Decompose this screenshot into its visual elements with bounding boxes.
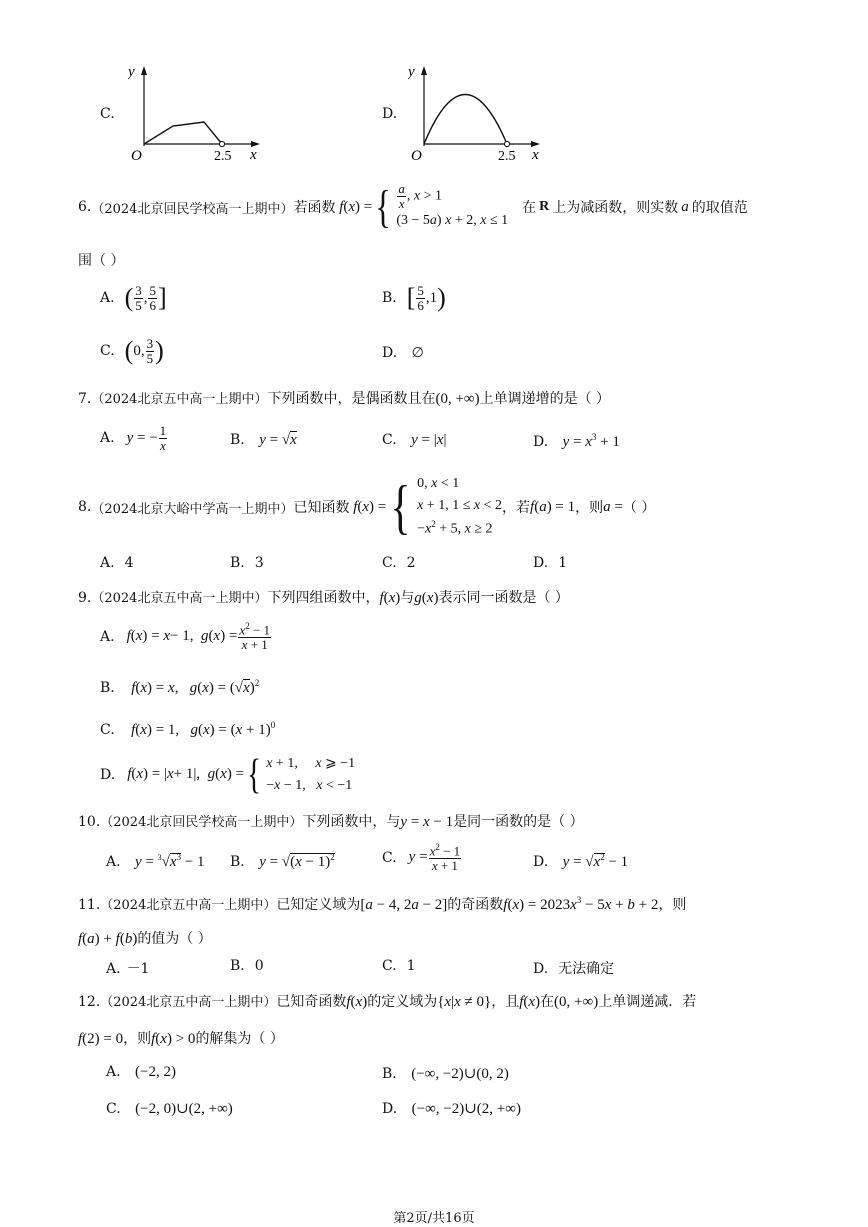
q6-option-b-label: B.: [382, 290, 397, 306]
q11-option-a-label: A.: [106, 961, 121, 977]
q8-option-b[interactable]: [230, 555, 264, 571]
q6-option-d-value: ∅: [411, 345, 424, 361]
q7-option-b[interactable]: B. y = √x: [230, 432, 297, 448]
q10-option-a[interactable]: A. $y = ^3√x^3 - 1$: [106, 852, 205, 870]
question-9-stem: [78, 587, 569, 607]
q6-text1: 若函数: [293, 200, 336, 216]
q11-text4: 的值为（ ）: [137, 931, 212, 947]
q7-text2: 上单调递增的是（ ）: [479, 391, 611, 407]
graph-d-tick: 2.5: [498, 149, 516, 162]
q10-option-a-label: A.: [106, 854, 121, 870]
q6-option-c[interactable]: C. ( 0, $\frac{3}{5}$ ): [100, 335, 164, 366]
q12-fx2: f(x): [519, 994, 541, 1010]
q12-line2: [78, 1028, 284, 1048]
q12-num: 12.: [78, 994, 101, 1010]
question-10-stem: [78, 811, 584, 831]
q6-text5: 围（ ）: [78, 253, 125, 269]
q7-interval: (0, +∞): [435, 391, 480, 407]
graph-c-x: x: [250, 147, 257, 162]
q8-text1: 已知函数: [293, 500, 350, 516]
q11-option-a[interactable]: [106, 958, 149, 978]
q11-text2: 的奇函数: [447, 897, 504, 913]
q8-option-d-value: 1: [558, 555, 568, 571]
q6-fx: f(x) =: [335, 198, 373, 215]
q8-option-c[interactable]: [382, 555, 416, 571]
q9-option-d-label: D.: [100, 766, 116, 783]
q7-option-d[interactable]: D. $y = x^3 + 1$: [533, 432, 620, 450]
q8-piecewise: { 0, x < 1 x + 1, 1 ≤ x < 2 $-x^2 + 5$, x ≥ 2: [390, 473, 503, 540]
q10-eq: y = x − 1: [400, 814, 454, 830]
q9-text3: 表示同一函数是（ ）: [438, 590, 569, 606]
q11-option-c-label: C.: [382, 958, 397, 974]
q11-option-b[interactable]: [230, 958, 264, 974]
q6-var: a: [681, 198, 689, 215]
q6-text3: 上为减函数，则实数: [552, 200, 679, 216]
q11-option-b-label: B.: [230, 958, 245, 974]
q10-option-c-label: C.: [382, 849, 397, 866]
q11-domain: [a − 4, 2a − 2]: [360, 897, 448, 913]
q8-option-d[interactable]: [533, 555, 567, 571]
q11-source: （2024北京五中高一上期中）: [100, 898, 277, 913]
q6-text2: 在: [522, 200, 537, 216]
question-12-stem: [78, 991, 696, 1011]
graph-d-label: D.: [382, 106, 398, 122]
page-footer: 第2页/共16页: [393, 1211, 475, 1226]
q12-option-b-label: B.: [382, 1066, 397, 1082]
q9-text2: 与: [400, 590, 415, 606]
q12-fx: f(x): [346, 994, 368, 1010]
q11-text1: 已知定义域为: [276, 897, 361, 913]
q6-option-c-label: C.: [100, 343, 115, 359]
q8-option-b-label: B.: [230, 555, 245, 571]
q11-option-d-label: D.: [533, 961, 549, 977]
q10-text1: 下列函数中，与: [302, 814, 401, 830]
q6-option-a-label: A.: [100, 290, 115, 306]
q8-option-a-value: 4: [124, 555, 134, 571]
q11-num: 11.: [78, 897, 101, 913]
q12-domain: {x|x ≠ 0}: [437, 994, 492, 1010]
q11-option-a-value: －1: [126, 961, 150, 977]
q10-option-b-label: B.: [230, 854, 245, 870]
q9-option-d[interactable]: D. f ( x ) = | x + 1|, g ( x ) = { x + 1, x ⩾ −1 −x − 1, x < −1: [100, 751, 356, 798]
q9-option-b[interactable]: B. f(x) = x, $g(x) = (√x)^2$: [100, 678, 260, 696]
graph-c: [128, 62, 268, 162]
graph-d-x: x: [532, 147, 539, 162]
q8-a: a =: [603, 498, 623, 515]
q12-text1: 已知奇函数: [276, 994, 347, 1010]
q12-text7: 的解集为（ ）: [195, 1031, 284, 1047]
q12-ineq: f(x) > 0: [151, 1031, 196, 1047]
q12-option-d[interactable]: D. (−∞, −2)∪(2, +∞): [382, 1101, 521, 1117]
graph-c-tick: 2.5: [214, 149, 232, 162]
q11-option-b-value: 0: [254, 958, 264, 974]
question-11-stem: [78, 894, 686, 914]
q7-option-a[interactable]: A. y = − $\frac{1}{x}$: [100, 423, 167, 453]
q9-source: （2024北京五中高一上期中）: [91, 591, 268, 606]
q9-num: 9.: [78, 590, 92, 606]
q11-option-d-value: 无法确定: [558, 961, 615, 977]
q7-option-c[interactable]: C. y = |x|: [382, 432, 447, 448]
q9-option-a[interactable]: A. f ( x ) = x − 1, g ( x ) = $\frac{x^2 - 1}{x + 1}$: [100, 621, 271, 652]
q9-option-c-label: C.: [100, 722, 115, 738]
q12-text6: ，则: [123, 1031, 152, 1047]
q8-fx: f(x) =: [349, 498, 387, 515]
q8-option-a-label: A.: [100, 555, 115, 571]
q11-text3: ，则: [658, 897, 687, 913]
q12-option-b[interactable]: B. (−∞, −2)∪(0, 2): [382, 1066, 509, 1082]
q12-f2: f(2) = 0: [78, 1031, 124, 1047]
graph-c-o: O: [131, 148, 142, 162]
q11-option-d[interactable]: [533, 958, 614, 978]
q7-option-c-label: C.: [382, 432, 397, 448]
graph-c-y: y: [128, 64, 135, 80]
q8-text3: ，则: [575, 500, 604, 516]
q11-option-c[interactable]: [382, 958, 416, 974]
q12-option-a-label: A.: [106, 1064, 121, 1080]
q10-option-d-label: D.: [533, 854, 549, 870]
q10-option-b[interactable]: B. $y = √(x - 1)^2$: [230, 852, 335, 870]
graph-d-o: O: [411, 148, 422, 162]
q12-text2: 的定义域为: [367, 994, 438, 1010]
q11-option-c-value: 1: [406, 958, 416, 974]
q8-text4: （ ）: [622, 500, 656, 516]
q10-option-d[interactable]: D. $y = √x^2 - 1$: [533, 852, 629, 870]
q7-source: （2024北京五中高一上期中）: [91, 392, 268, 407]
q12-option-a[interactable]: A. (−2, 2): [106, 1064, 176, 1080]
q6-text4: 的取值范: [691, 200, 748, 216]
q6-option-a[interactable]: A. ( $\frac{3}{5}$ , $\frac{5}{6}$ ]: [100, 282, 167, 313]
q7-num: 7.: [78, 391, 92, 407]
q6-r: R: [539, 199, 550, 214]
q6-source: （2024北京回民学校高一上期中）: [91, 201, 294, 217]
q12-text5: 上单调递减．若: [598, 994, 697, 1010]
graph-d: [408, 62, 548, 162]
q8-source: （2024北京大峪中学高一上期中）: [91, 501, 294, 517]
q10-text2: 是同一函数的是（ ）: [453, 814, 584, 830]
question-6-stem: [78, 178, 748, 236]
q7-option-b-label: B.: [230, 432, 245, 448]
q9-gx: g(x): [414, 590, 439, 606]
q8-fa: f(a) = 1: [530, 498, 576, 515]
q12-interval: (0, +∞): [554, 994, 599, 1010]
q6-option-b[interactable]: B. [ $\frac{5}{6}$ ,1 ): [382, 282, 446, 313]
q6-option-d[interactable]: [382, 345, 424, 361]
q7-text1: 下列函数中，是偶函数且在: [267, 391, 436, 407]
q11-sum: f(a) + f(b): [78, 931, 138, 947]
q12-option-c-label: C.: [106, 1101, 121, 1117]
q9-option-b-label: B.: [100, 680, 115, 696]
graph-d-y: y: [408, 64, 415, 80]
q8-option-d-label: D.: [533, 555, 549, 571]
q9-option-c[interactable]: C. f(x) = 1, $g(x) = (x + 1)^0$: [100, 720, 276, 738]
q12-option-c[interactable]: C. (−2, 0)∪(2, +∞): [106, 1101, 233, 1117]
question-8-stem: [78, 472, 655, 542]
q6-num: 6.: [78, 199, 92, 215]
q8-option-c-value: 2: [406, 555, 416, 571]
q7-option-a-label: A.: [100, 430, 115, 447]
q10-source: （2024北京回民学校高一上期中）: [100, 815, 303, 830]
q11-line2: [78, 928, 212, 948]
q12-text3: ，且: [491, 994, 520, 1010]
q8-option-a[interactable]: [100, 555, 133, 571]
q9-fx: f(x): [379, 590, 401, 606]
q11-fx: $f(x) = 2023x^3 - 5x + b + 2$: [503, 895, 659, 913]
q12-text4: 在: [540, 994, 555, 1010]
q12-option-d-label: D.: [382, 1101, 398, 1117]
graph-c-label: C.: [100, 106, 115, 122]
q10-option-c[interactable]: C. y = $\frac{x^2 - 1}{x + 1}$: [382, 842, 461, 873]
q9-text1: 下列四组函数中，: [267, 590, 380, 606]
q8-text2: ，若: [502, 500, 531, 516]
q8-option-c-label: C.: [382, 555, 397, 571]
q10-num: 10.: [78, 814, 101, 830]
q12-source: （2024北京五中高一上期中）: [100, 995, 277, 1010]
question-7-stem: [78, 388, 610, 408]
q6-option-d-label: D.: [382, 345, 398, 361]
q9-option-a-label: A.: [100, 628, 115, 645]
q7-option-d-label: D.: [533, 434, 549, 450]
q8-num: 8.: [78, 499, 92, 515]
q6-piecewise: { $\frac{a}{x}$ , x > 1 (3 − 5a) x + 2, x ≤ 1: [375, 181, 509, 232]
q8-option-b-value: 3: [254, 555, 264, 571]
